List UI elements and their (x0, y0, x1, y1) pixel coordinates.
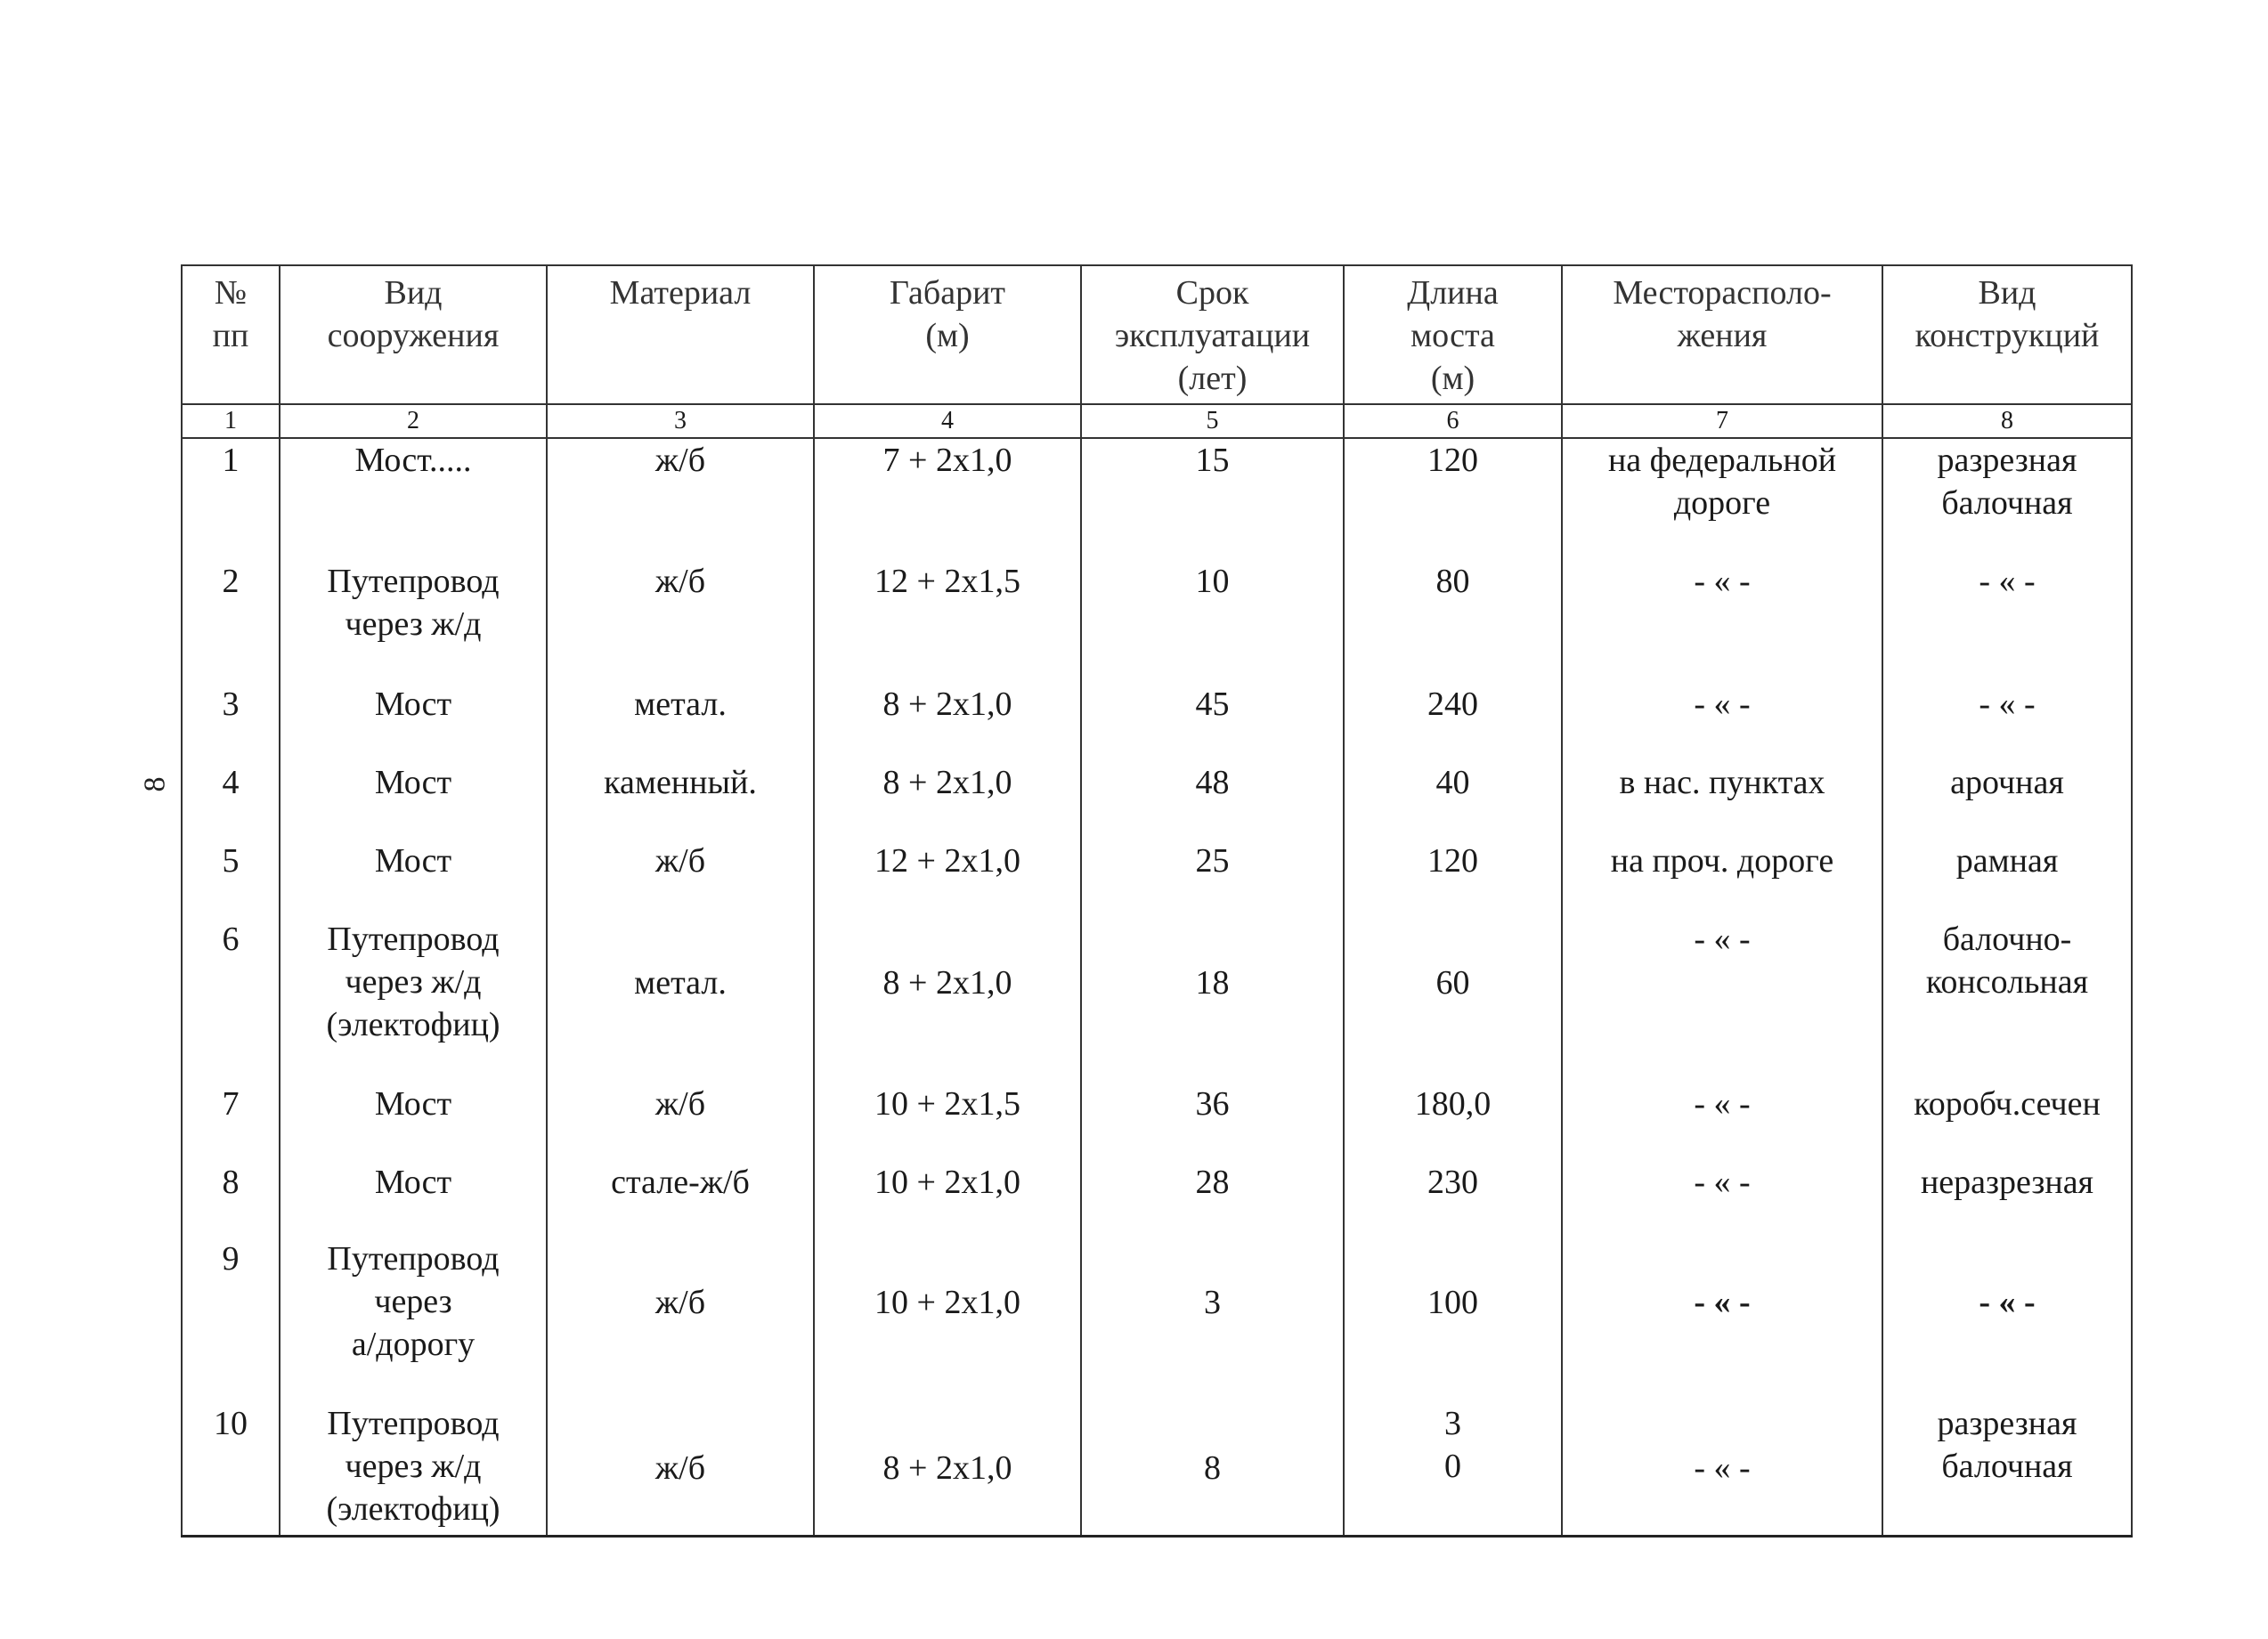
table-row (182, 438, 2132, 560)
structure-type: Мост (280, 1161, 547, 1237)
header-text: Материал (609, 274, 752, 312)
column-number: 7 (1562, 404, 1882, 438)
structure-type: Мост (280, 761, 547, 840)
location: - « - (1562, 560, 1882, 683)
gabarit: 12 + 2x1,5 (814, 560, 1081, 683)
material: ж/б (547, 560, 814, 683)
gabarit: 12 + 2x1,0 (814, 840, 1081, 918)
header-text: Длина моста (м) (1407, 274, 1499, 397)
service-life: 8 (1081, 1402, 1344, 1536)
bridges-table (181, 264, 2133, 1538)
table-row (182, 1161, 2132, 1237)
structure-type: Путепровод через а/дорогу (280, 1237, 547, 1402)
material: ж/б (547, 1083, 814, 1161)
location: - « - (1562, 1237, 1882, 1402)
length: 80 (1344, 560, 1562, 683)
material: каменный. (547, 761, 814, 840)
header-length (1344, 265, 1562, 404)
column-number: 8 (1882, 404, 2132, 438)
gabarit: 10 + 2x1,5 (814, 1083, 1081, 1161)
gabarit: 8 + 2x1,0 (814, 761, 1081, 840)
row-number: 3 (182, 683, 280, 761)
row-number: 1 (182, 438, 280, 560)
table-row (182, 1083, 2132, 1161)
structure-type: Мост (280, 840, 547, 918)
service-life: 3 (1081, 1237, 1344, 1402)
location: в нас. пунктах (1562, 761, 1882, 840)
header-service-life (1081, 265, 1344, 404)
row-number: 9 (182, 1237, 280, 1402)
construction: - « - (1882, 1237, 2132, 1402)
location: - « - (1562, 1083, 1882, 1161)
header-number (182, 265, 280, 404)
header-text: № пп (212, 274, 249, 354)
construction: арочная (1882, 761, 2132, 840)
service-life: 15 (1081, 438, 1344, 560)
service-life: 25 (1081, 840, 1344, 918)
header-text: Вид конструкций (1914, 274, 2100, 354)
construction: балочно- консольная (1882, 918, 2132, 1083)
material: ж/б (547, 840, 814, 918)
length: 60 (1344, 918, 1562, 1083)
header-gabarit (814, 265, 1081, 404)
header-text: Вид сооружения (327, 274, 500, 354)
header-text: Месторасполо- жения (1613, 274, 1832, 354)
construction: - « - (1882, 560, 2132, 683)
header-structure-type (280, 265, 547, 404)
row-number: 8 (182, 1161, 280, 1237)
page-number: 8 (138, 776, 172, 792)
gabarit: 8 + 2x1,0 (814, 918, 1081, 1083)
header-text: Срок эксплуатации (лет) (1114, 274, 1311, 397)
construction: разрезная балочная (1882, 438, 2132, 560)
location: - « - (1562, 1402, 1882, 1536)
gabarit: 7 + 2x1,0 (814, 438, 1081, 560)
length: 120 (1344, 840, 1562, 918)
material: ж/б (547, 438, 814, 560)
length: 180,0 (1344, 1083, 1562, 1161)
length: 120 (1344, 438, 1562, 560)
header-text: Габарит (м) (889, 274, 1006, 354)
column-number: 6 (1344, 404, 1562, 438)
service-life: 45 (1081, 683, 1344, 761)
header-location (1562, 265, 1882, 404)
row-number: 2 (182, 560, 280, 683)
row-number: 6 (182, 918, 280, 1083)
table-row (182, 683, 2132, 761)
column-number: 2 (280, 404, 547, 438)
gabarit: 10 + 2x1,0 (814, 1237, 1081, 1402)
column-number: 5 (1081, 404, 1344, 438)
service-life: 10 (1081, 560, 1344, 683)
structure-type: Путепровод через ж/д (280, 560, 547, 683)
location: - « - (1562, 683, 1882, 761)
table-row (182, 1402, 2132, 1536)
structure-type: Мост (280, 683, 547, 761)
header-row (182, 265, 2132, 404)
construction: коробч.сечен (1882, 1083, 2132, 1161)
service-life: 18 (1081, 918, 1344, 1083)
structure-type: Путепровод через ж/д (электофиц) (280, 918, 547, 1083)
table-row (182, 560, 2132, 683)
table-row (182, 840, 2132, 918)
length: 240 (1344, 683, 1562, 761)
location: - « - (1562, 918, 1882, 1083)
row-number: 4 (182, 761, 280, 840)
material: метал. (547, 918, 814, 1083)
material: метал. (547, 683, 814, 761)
length: 3 0 (1344, 1402, 1562, 1536)
gabarit: 10 + 2x1,0 (814, 1161, 1081, 1237)
structure-type: Путепровод через ж/д (электофиц) (280, 1402, 547, 1536)
material: стале-ж/б (547, 1161, 814, 1237)
structure-type: Мост..... (280, 438, 547, 560)
header-material (547, 265, 814, 404)
column-number: 4 (814, 404, 1081, 438)
table-row (182, 918, 2132, 1083)
construction: неразрезная (1882, 1161, 2132, 1237)
row-number: 10 (182, 1402, 280, 1536)
row-number: 7 (182, 1083, 280, 1161)
row-number: 5 (182, 840, 280, 918)
location: на федеральной дороге (1562, 438, 1882, 560)
length: 230 (1344, 1161, 1562, 1237)
table-row (182, 761, 2132, 840)
construction: разрезная балочная (1882, 1402, 2132, 1536)
length: 40 (1344, 761, 1562, 840)
column-number-row (182, 404, 2132, 438)
service-life: 36 (1081, 1083, 1344, 1161)
location: на проч. дороге (1562, 840, 1882, 918)
column-number: 3 (547, 404, 814, 438)
material: ж/б (547, 1237, 814, 1402)
material: ж/б (547, 1402, 814, 1536)
construction: рамная (1882, 840, 2132, 918)
service-life: 28 (1081, 1161, 1344, 1237)
column-number: 1 (182, 404, 280, 438)
header-construction (1882, 265, 2132, 404)
gabarit: 8 + 2x1,0 (814, 1402, 1081, 1536)
gabarit: 8 + 2x1,0 (814, 683, 1081, 761)
location: - « - (1562, 1161, 1882, 1237)
construction: - « - (1882, 683, 2132, 761)
table-row (182, 1237, 2132, 1402)
service-life: 48 (1081, 761, 1344, 840)
length: 100 (1344, 1237, 1562, 1402)
structure-type: Мост (280, 1083, 547, 1161)
